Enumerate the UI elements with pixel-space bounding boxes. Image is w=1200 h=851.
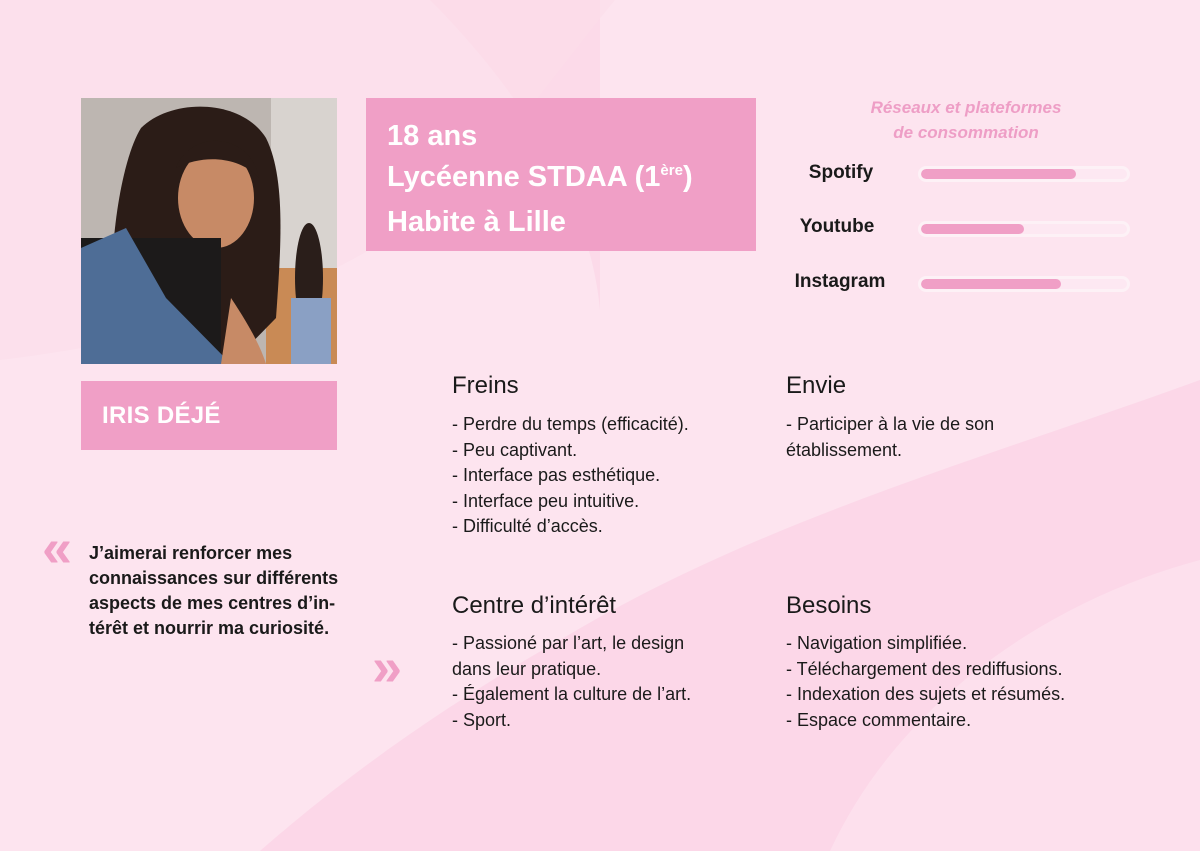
persona-name: IRIS DÉJÉ (102, 401, 221, 429)
quote-open-mark: « (42, 518, 73, 578)
persona-photo (81, 98, 337, 364)
list-item: - Téléchargement des rediffusions. (786, 658, 1063, 679)
persona-info-box (366, 98, 756, 251)
besoins-list (786, 631, 1166, 733)
list-item: - Interface pas esthétique. (452, 465, 661, 486)
freins-title: Freins (452, 372, 519, 399)
persona-age: 18 ans (387, 120, 478, 152)
list-item: dans leur pratique. (452, 658, 602, 679)
network-label-instagram: Instagram (794, 271, 886, 292)
network-bar-fill (921, 169, 1076, 179)
freins-list (452, 412, 772, 540)
network-bar-spotify (918, 166, 1130, 182)
persona-occupation-text: Lycéenne STDAA (1 (387, 161, 661, 193)
quote-line: J’aimerai renforcer mes (89, 543, 293, 563)
quote-line: térêt et nourrir ma curiosité. (89, 618, 330, 638)
network-bar-fill (921, 279, 1061, 289)
interets-title: Centre d’intérêt (452, 592, 617, 619)
persona-photo-illustration (81, 98, 337, 364)
list-item: - Difficulté d’accès. (452, 516, 603, 537)
list-item: établissement. (786, 439, 903, 460)
list-item: - Navigation simplifiée. (786, 633, 968, 653)
network-label-youtube: Youtube (799, 216, 875, 237)
list-item: - Perdre du temps (efficacité). (452, 414, 689, 434)
list-item: - Participer à la vie de son (786, 414, 995, 434)
list-item: - Interface peu intuitive. (452, 490, 640, 511)
network-bar-instagram (918, 276, 1130, 292)
persona-occupation-sup: ère (660, 162, 683, 179)
list-item: - Espace commentaire. (786, 709, 972, 730)
list-item: - Également la culture de l’art. (452, 684, 692, 705)
networks-title-line2: de consommation (893, 123, 1039, 142)
persona-name-box (81, 381, 337, 450)
list-item: - Passioné par l’art, le design (452, 633, 685, 653)
persona-location: Habite à Lille (387, 206, 566, 238)
interets-list (452, 631, 772, 733)
network-bar-fill (921, 224, 1024, 234)
list-item: - Sport. (452, 709, 512, 730)
quote-line: connaissances sur différents (89, 568, 339, 588)
envie-list (786, 412, 1146, 463)
envie-title: Envie (786, 372, 847, 399)
network-bar-youtube (918, 221, 1130, 237)
persona-occupation (387, 157, 756, 202)
list-item: - Peu captivant. (452, 439, 578, 460)
quote-line: aspects de mes centres d’in- (89, 593, 336, 613)
networks-title-line1: Réseaux et plateformes (870, 98, 1062, 117)
besoins-title: Besoins (786, 592, 872, 619)
list-item: - Indexation des sujets et résumés. (786, 684, 1066, 705)
persona-quote (89, 541, 389, 641)
persona-occupation-end: ) (682, 161, 693, 193)
quote-close-mark: » (372, 637, 403, 697)
network-label-spotify: Spotify (808, 162, 874, 183)
networks-title (790, 95, 1142, 145)
